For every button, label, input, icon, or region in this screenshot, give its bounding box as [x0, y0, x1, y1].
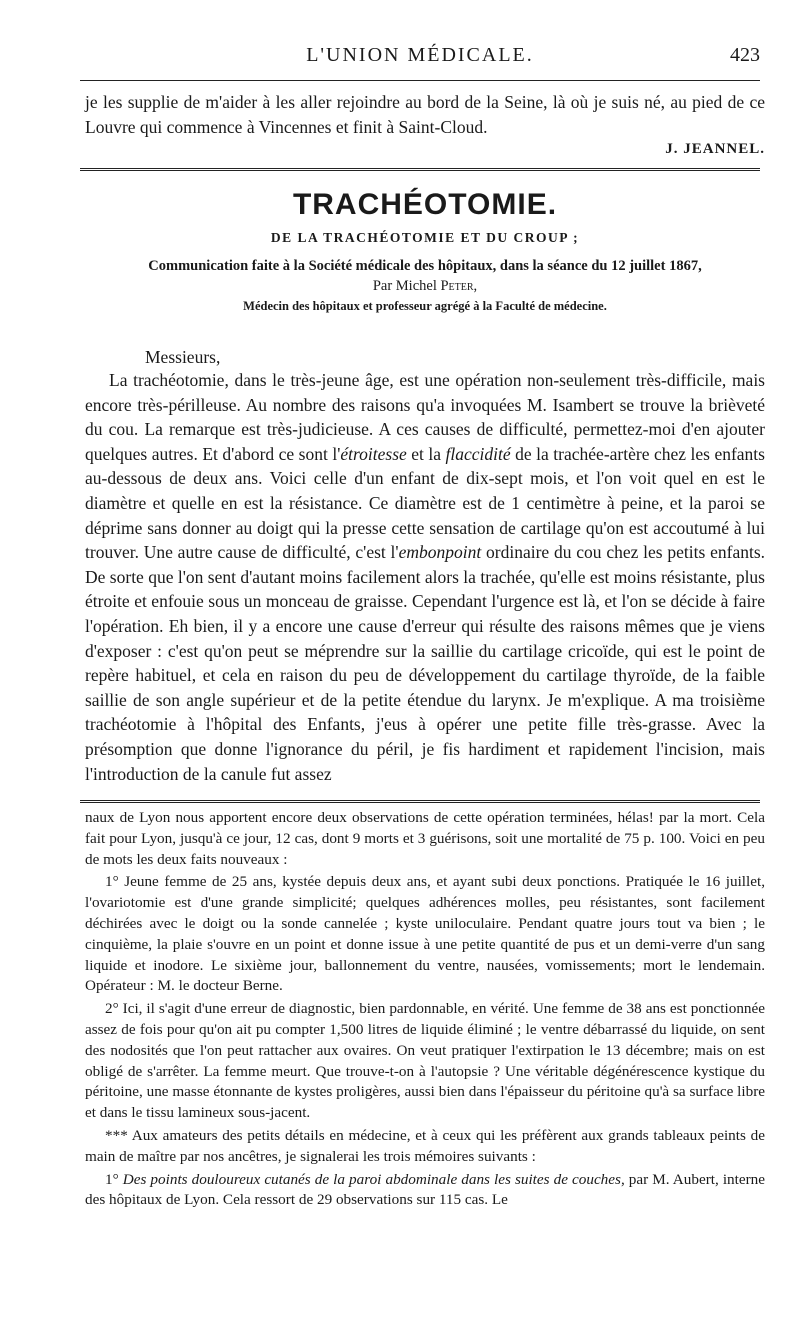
- salutation: Messieurs,: [145, 347, 221, 367]
- body-paragraph: [85, 368, 765, 786]
- lower-section-rule: [80, 800, 760, 803]
- byline-suffix: ,: [473, 278, 478, 294]
- article-subtitle: DE LA TRACHÉOTOMIE ET DU CROUP ;: [270, 230, 580, 245]
- lower-paragraph-5: [85, 1170, 765, 1212]
- article-heading-block: [85, 178, 765, 314]
- author-affiliation: Médecin des hôpitaux et professeur agrégé à la Faculté de médecine.: [243, 299, 607, 313]
- byline-prefix: Par Michel: [372, 278, 441, 294]
- author-name: Peter: [440, 278, 474, 294]
- section-rule: [80, 168, 760, 171]
- previous-article-end: [85, 90, 765, 158]
- p5-prefix: 1°: [105, 1170, 123, 1188]
- emphasis-flaccidite: flaccidité: [445, 443, 511, 464]
- article-title: TRACHÉOTOMIE.: [292, 188, 558, 221]
- lower-paragraph-3: 2° Ici, il s'agit d'une erreur de diagnostic, bien pardonnable, en vérité. Une femme de 38 ans est ponctionnée assez de fois pour qu'on ait pu compter 1,500 litres de liquide éliminé ; le ventre débarrassé du liquide, on sent des nodosités que l'on peut rattacher aux ovaires. On veut pratiquer l'extirpation le 13 décembre; mais on est obligé de s'arrêter. La femme meurt. Que trouve-t-on à l'autopsie ? Une véritable dégénérescence kystique du péritoine, une masse étonnante de kystes proligères, aussi bien dans l'épaisseur du péritoine qu'à sa surface libre et dans le tissu lamineux sous-jacent.: [85, 1000, 765, 1122]
- page-number: 423: [730, 44, 760, 66]
- article-byline: [85, 278, 765, 295]
- lower-paragraph-1: naux de Lyon nous apportent encore deux observations de cette opération terminées, hélas! par la mort. Cela fait pour Lyon, jusqu'à ce jour, 12 cas, dont 9 morts et 3 guérisons, soit une mortalité de 75 p. 100. Voici en peu de mots les deux faits nouveaux :: [85, 809, 765, 868]
- p5-italic-title: Des points douloureux cutanés de la paroi abdominale dans les suites de couches: [122, 1170, 621, 1188]
- paragraph-text-1: La trachéotomie, dans le très-jeune âge, est une opération non-seulement très-difficile, mais encore très-périlleuse. Au nombre des raisons qu'a invoquées M. Isambert se trouve la brièveté du cou. La remarque est très-judicieuse. A ces causes de difficulté, permettez-moi d'en ajouter quelques autres. Et d'abord ce sont l': [85, 370, 765, 464]
- header-rule: [80, 80, 760, 81]
- lower-paragraph-2: 1° Jeune femme de 25 ans, kystée depuis deux ans, et ayant subi deux ponctions. Pratiquée le 16 juillet, l'ovariotomie est d'une grande simplicité; quelques adhérences molles, peu résistantes, sont facilement déchirées avec le doigt ou la sonde cannelée ; kyste uniloculaire. Pendant quatre jours tout va bien ; le cinquième, la plaie s'ouvre en un point et donne issue à une petite quantité de pus et un demi-verre d'un sang liquide et inodore. Le sixième jour, ballonnement du ventre, nausées, vomissements; mort le lendemain. Opérateur : M. le docteur Berne.: [85, 873, 765, 995]
- paragraph-text-2: et la: [406, 443, 446, 464]
- paragraph-text-4: ordinaire du cou chez les petits enfants. De sorte que l'on sent d'autant moins facilement alors la trachée, qu'elle est moins résistante, plus étroite et enfouie sous un monceau de graisse. Cependant l'urgence est là, et l'on se décide à faire l'opération. Eh bien, il y a encore une cause d'erreur qui résulte des raisons mêmes que je viens d'exposer : c'est qu'on peut se méprendre sur la saillie du cartilage cricoïde, qui est le point de repère habituel, et cela en raison du peu de développement du cartilage thyroïde, de la faible saillie de son angle supérieur et de la petite étendue du larynx. Je m'explique. A ma troisième trachéotomie à l'hôpital des Enfants, j'eus à opérer une petite fille très-grasse. Avec la présomption que donne l'ignorance du péril, je fis hardiment et rapidement l'incision, mais l'introduction de la canule fut assez: [85, 542, 766, 784]
- previous-article-signature: J. JEANNEL.: [665, 141, 765, 158]
- article-body: [85, 343, 765, 786]
- emphasis-etroitesse: étroitesse: [340, 443, 407, 464]
- p5-suffix: , par M. Aubert, interne des hôpitaux de Lyon. Cela ressort de 29 observations sur 115 cas. Le: [85, 1170, 765, 1209]
- lower-paragraph-4: *** Aux amateurs des petits détails en médecine, et à ceux qui les préfèrent aux grands tableaux peints de main de maître par nos ancêtres, je signalerai les trois mémoires suivants :: [85, 1126, 765, 1165]
- running-header: [80, 44, 760, 72]
- emphasis-embonpoint: embonpoint: [398, 542, 482, 563]
- article-communication-note: Communication faite à la Société médicale des hôpitaux, dans la séance du 12 juillet 1867,: [148, 258, 702, 274]
- previous-article-closing: je les supplie de m'aider à les aller rejoindre au bord de la Seine, là où je suis né, au pied de ce Louvre qui commence à Vincennes et finit à Saint-Cloud.: [85, 92, 765, 137]
- lower-section: [85, 808, 765, 1211]
- running-title: L'UNION MÉDICALE.: [306, 44, 534, 66]
- paragraph-text-3: de la trachée-artère chez les enfants au-dessous de deux ans. Voici celle d'un enfant de dix-sept mois, et l'on voit quel en est le diamètre et quelle en est la résistance. Ce diamètre est de 1 centimètre à peine, et la paroi se déprime sans donner au doigt qui la presse cette sensation de cartilage qu'on est accoutumé à lui trouver. Une autre cause de difficulté, c'est l': [85, 443, 765, 563]
